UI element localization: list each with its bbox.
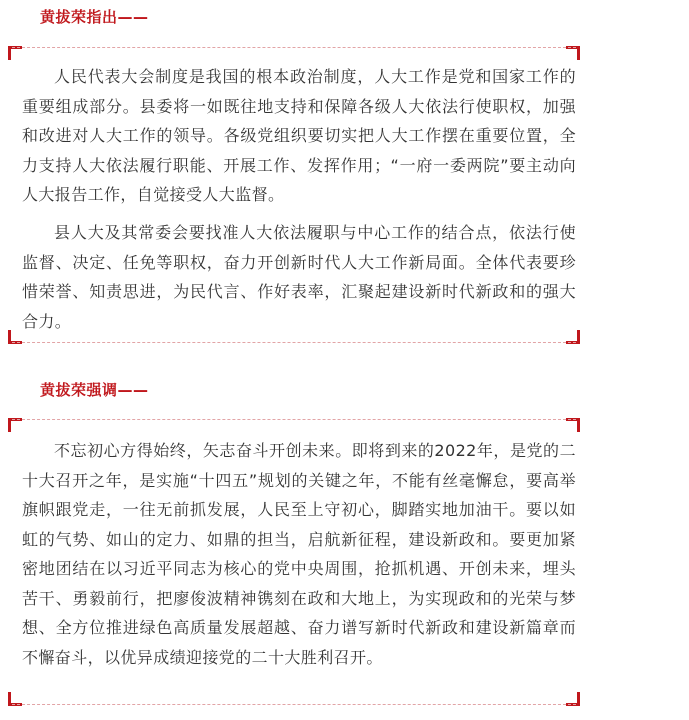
frame-corner-top-right [566,418,580,432]
quote-frame-2 [8,418,580,706]
section-1-paragraph-2: 县人大及其常委会要找准人大依法履职与中心工作的结合点，依法行使监督、决定、任免等职权，奋力开创新时代人大工作新局面。全体代表要珍惜荣誉、知责思进，为民代言、作好表率，汇聚起建设新时代新政和的强大合力。 [22,223,576,331]
frame-corner-top-left [8,46,22,60]
section-2-paragraph-1: 不忘初心方得始终，矢志奋斗开创未来。即将到来的2022年，是党的二十大召开之年，是实施“十四五”规划的关键之年，不能有丝毫懈怠，要高举旗帜跟党走，一往无前抓发展，人民至上守初心，脚踏实地加油干。要以如虹的气势、如山的定力、如鼎的担当，启航新征程，建设新政和。要更加紧密地团结在以习近平同志为核心的党中央周围，抢抓机遇、开创未来，埋头苦干、勇毅前行，把廖俊波精神镌刻在政和大地上，为实现政和的光荣与梦想、全方位推进绿色高质量发展超越、奋力谱写新时代新政和建设新篇章而不懈奋斗，以优异成绩迎接党的二十大胜利召开。 [22,441,576,667]
frame-divider-bottom [12,704,576,705]
frame-divider-top [12,419,576,420]
frame-corner-top-right [566,46,580,60]
section-2-heading: 黄拔荣强调—— [40,381,149,399]
section-1-paragraph-1: 人民代表大会制度是我国的根本政治制度，人大工作是党和国家工作的重要组成部分。县委将一如既往地支持和保障各级人大依法行使职权，加强和改进对人大工作的领导。各级党组织要切实把人大工作摆在重要位置，全力支持人大依法履行职能、开展工作、发挥作用；“一府一委两院”要主动向人大报告工作，自觉接受人大监督。 [22,67,576,204]
frame-divider-top [12,47,576,48]
frame-corner-top-left [8,418,22,432]
quote-frame-1 [8,46,580,344]
section-1-heading: 黄拔荣指出—— [40,8,149,26]
frame-divider-bottom [12,342,576,343]
